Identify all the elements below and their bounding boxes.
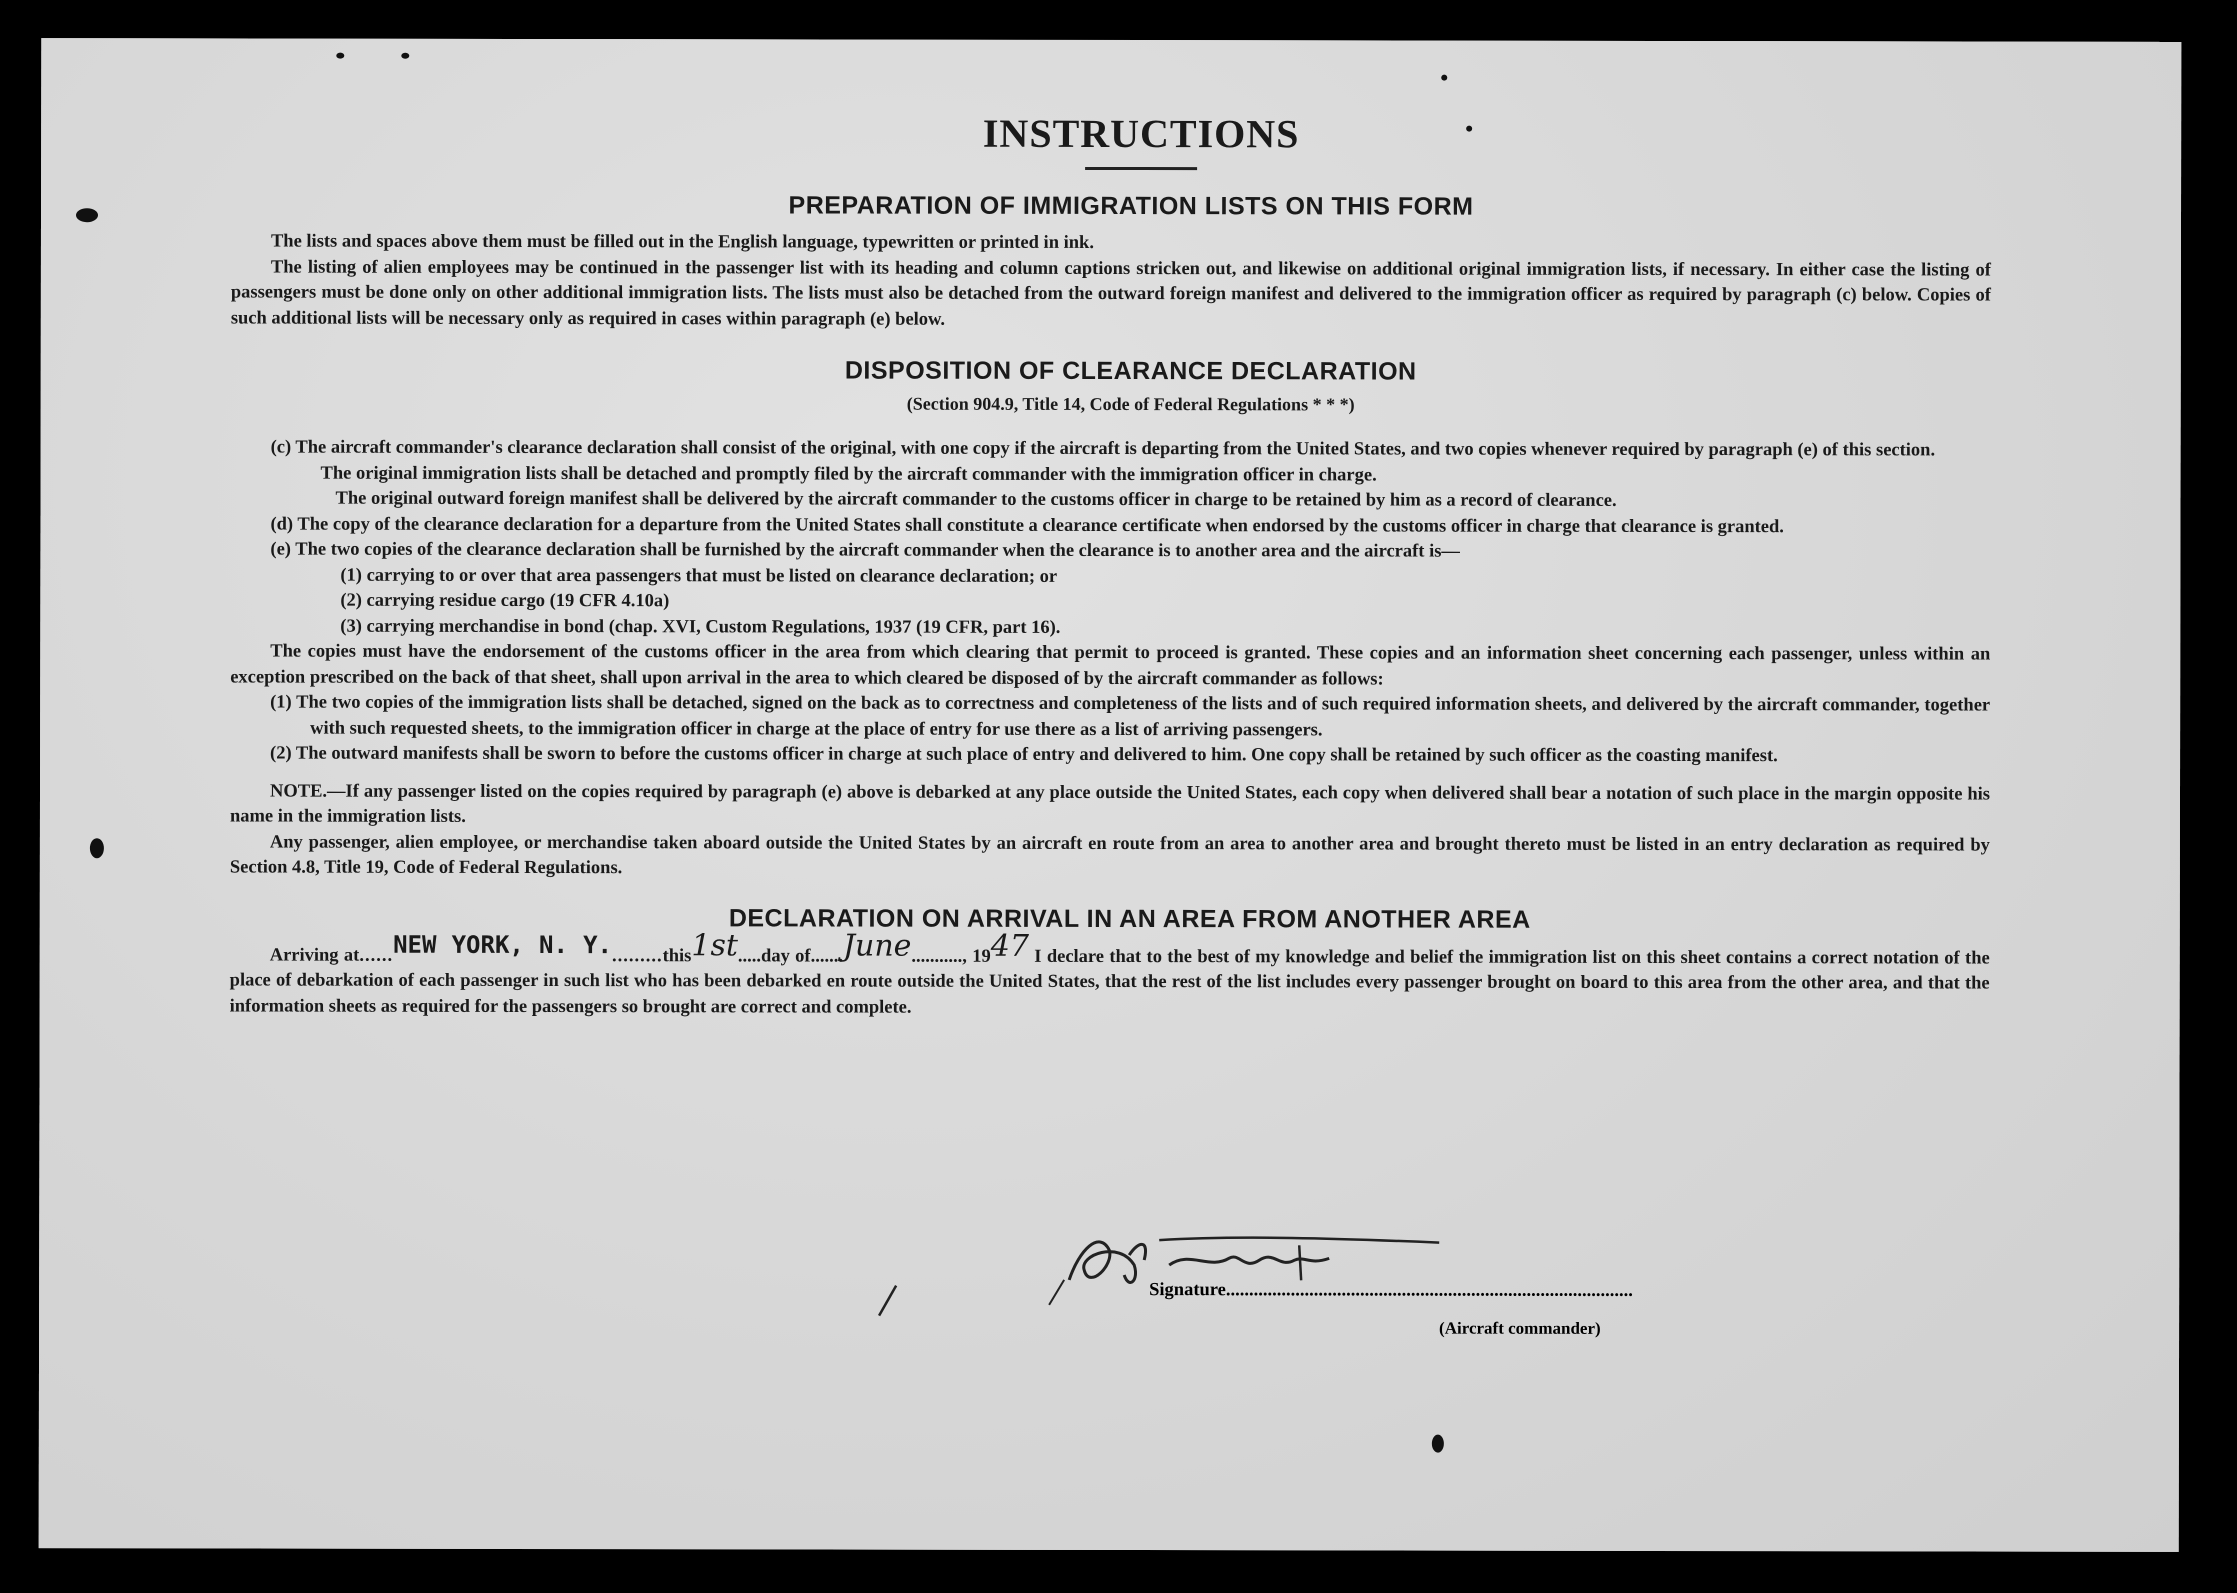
arriving-value: NEW YORK, N. Y. (393, 930, 613, 959)
punch-mark (76, 208, 98, 222)
paragraph-any: Any passenger, alien employee, or merchandise taken aboard outside the United States by an aircraft en route from an area to another area and brought thereto must be listed in an entry declaration as required by Section 4.8, Title 19, Code of Federal Regulations. (229, 832, 1990, 879)
pencil-tick-mark (874, 1280, 904, 1320)
bleed-through-text (161, 178, 167, 204)
paragraph-note: NOTE.—If any passenger listed on the copies required by paragraph (e) above is debarked at any place outside the United States, each copy when delivered shall bear a notation of such place in the margin opposite his name in the immigration lists. (229, 781, 1991, 827)
paragraph-c3: The original outward foreign manifest shall be delivered by the aircraft commander to the customs officer in charge to be retained by him as a record of clearance. (335, 488, 1617, 511)
arriving-label: Arriving at (269, 945, 360, 966)
title-rule (1085, 167, 1197, 170)
paragraph-copies: The copies must have the endorsement of the customs officer in the area from which clearing that permit to proceed is granted. These copies and an information sheet concerning each passenger, unless within an exception prescribed on the back of that sheet, shall upon arrival in the area to which cleared be disposed of by the aircraft commander as follows: (230, 641, 1991, 689)
declaration-body (229, 927, 1990, 1023)
day-value: 1st (691, 927, 738, 963)
section2-heading: DISPOSITION OF CLEARANCE DECLARATION (844, 356, 1417, 386)
punch-mark (1466, 126, 1472, 132)
handwritten-signature (1039, 1210, 1459, 1321)
paragraph-e2: (2) carrying residue cargo (19 CFR 4.10a) (340, 590, 670, 612)
paragraph-c2: The original immigration lists shall be detached and promptly filed by the aircraft commander with the immigration officer in charge. (320, 463, 1377, 485)
paragraph-f2: (2) The outward manifests shall be sworn to before the customs officer in charge at such place of entry and delivered to him. One copy shall be retained by such officer as the coasting manifest. (270, 743, 1778, 767)
signature-label: Signature (1149, 1280, 1226, 1301)
paragraph: The listing of alien employees may be continued in the passenger list with its heading and column captions stricken out, and likewise on additional original immigration lists, if necessary. In either case the listing of passengers must be done only on other additional immigration lists. The lists must also be detached from the outward foreign manifest and delivered to the immigration officer as required by paragraph (c) below. Copies of such additional lists will be necessary only as required in cases within paragraph (e) below. (230, 257, 1991, 330)
section1-body (231, 229, 1991, 334)
paragraph-e3: (3) carrying merchandise in bond (chap. XVI, Custom Regulations, 1937 (19 CFR, part 16). (340, 616, 1061, 638)
punch-mark (1432, 1435, 1444, 1453)
punch-mark (336, 53, 344, 59)
page-title: INSTRUCTIONS (982, 110, 1300, 157)
month-value: June (842, 928, 912, 964)
day-label: day of (761, 945, 811, 966)
section1-heading: PREPARATION OF IMMIGRATION LISTS ON THIS FORM (788, 191, 1474, 221)
section3-heading: DECLARATION ON ARRIVAL IN AN AREA FROM ANOTHER AREA (728, 903, 1531, 934)
paragraph-d: (d) The copy of the clearance declaration for a departure from the United States shall constitute a clearance certificate when endorsed by the customs officer in charge that clearance is granted. (270, 514, 1784, 537)
paragraph-f1: (1) The two copies of the immigration lists shall be detached, signed on the back as to correctness and completeness of the lists and of such required information sheets, and delivered by the aircraft commander, together with such requested sheets, to the immigration officer in charge at the place of entry for use there as a list of arriving passengers. (270, 692, 1991, 740)
punch-mark (90, 838, 104, 858)
this-label: this (662, 945, 692, 966)
document-page (39, 38, 2182, 1552)
paragraph: The lists and spaces above them must be filled out in the English language, typewritten or printed in ink. (270, 231, 1094, 253)
declaration-text: I declare that to the best of my knowledge and belief the immigration list on this sheet contains a correct notation of the place of debarkation of each passenger in such list who has been debarked en route outside the United States, that the rest of the list includes every passenger brought on board to this area from the other area, and that the information sheets as required for the passengers so brought are correct and complete. (229, 946, 1990, 1018)
instructions-content (230, 108, 1992, 1022)
section2-subheading: (Section 904.9, Title 14, Code of Federal Regulations * * *) (906, 393, 1355, 415)
year-value: 47 (990, 928, 1030, 964)
punch-mark (1441, 75, 1447, 81)
paragraph-e: (e) The two copies of the clearance declaration shall be furnished by the aircraft commander when the clearance is to another area and the aircraft is— (270, 539, 1460, 562)
signature-line: Signature........................................................................................ (1149, 1280, 1633, 1301)
year-prefix: 19 (972, 946, 991, 967)
paragraph-c: (c) The aircraft commander's clearance declaration shall consist of the original, with one copy if the aircraft is departing from the United States, and two copies whenever required by paragraph (e) of this section. (270, 437, 1936, 461)
signature-caption: (Aircraft commander) (1439, 1318, 1601, 1338)
declaration-paragraph: Arriving at......NEW YORK, N. Y..........this1st.....day of.......June..........., 1947 I declare that to the best of my knowledge and belief the immigration list on this sheet contains a correct notation of the place of debarkation of each passenger in such list who has been debarked en route outside the United States, that the rest of the list includes every passenger brought on board to this area from the other area, and that the information sheets as required for the passengers so brought are correct and complete. (229, 927, 1990, 1018)
section2-body (230, 435, 1991, 884)
punch-mark (401, 53, 409, 59)
paragraph-e1: (1) carrying to or over that area passengers that must be listed on clearance declaration; or (340, 565, 1058, 587)
